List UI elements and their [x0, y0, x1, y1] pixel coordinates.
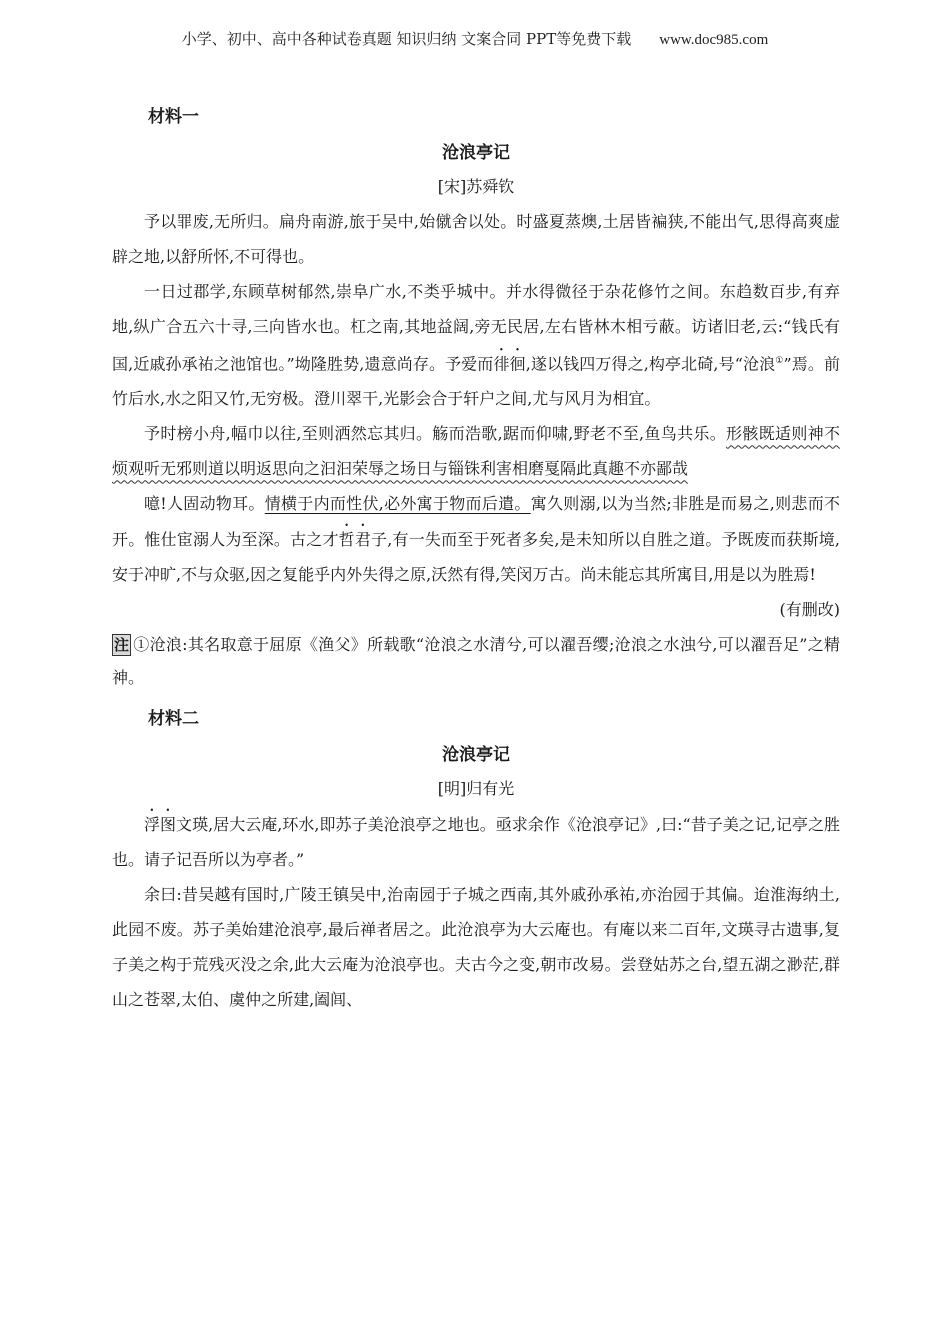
p2-text-a: 一日过郡学,东顾草树郁然,崇阜广水,不类乎城中。并水得微径于杂花修竹之间。东趋数百步,有弃地,纵广合五六十寻,三向皆水也。杠之南,其地益阔,旁无民居,左右皆林木相亏蔽。访诸旧老,云:“钱氏有国,近戚孙承祐之池馆也。”坳隆胜势,遗意尚存。予爱而: [112, 282, 840, 374]
edited-note: (有删改): [779, 600, 840, 620]
footnote-text: ①沧浪:其名取意于屈原《渔父》所载歌“沧浪之水清兮,可以濯吾缨;沧浪之水浊兮,可以濯吾足”之精神。: [112, 635, 840, 688]
page-header: [0, 28, 950, 49]
underlined-sentence: 情横于内而性伏,必外寓于物而后遣。: [264, 494, 531, 514]
material1-paragraph-2: [112, 274, 840, 416]
document-body: [112, 98, 840, 1017]
m2-p1-text-b: 文瑛,居大云庵,环水,即苏子美沧浪亭之地也。亟求余作《沧浪亭记》,曰:“昔子美之记,记亭之胜也。请子记吾所以为亭者。”: [112, 815, 840, 870]
header-url[interactable]: www.doc985.com: [659, 32, 769, 48]
material2-paragraph-1: [112, 806, 840, 877]
emphasized-word-paihuai: 徘徊: [493, 354, 526, 374]
wavy-underlined-passage: 形骸既适则神不烦观听无邪则道以明返思向之汩汩荣辱之场日与锱铢利害相磨戛隔此真趣不亦鄙哉: [112, 424, 840, 479]
p4-text-c: 寓久则溺,以为当然;非胜是而易之,则悲而不开。惟仕宦溺人为至深。古之才: [112, 494, 840, 550]
header-text: 小学、初中、高中各种试卷真题 知识归纳 文案合同 PPT等免费下载: [181, 30, 632, 48]
p4-text-a: 噫!人固动物耳。: [144, 494, 265, 514]
footnote-marker: ①: [775, 356, 784, 366]
note-tag: 注: [114, 636, 130, 655]
material2-label: 材料二: [148, 709, 199, 730]
footnote: [112, 628, 840, 694]
material1-title: 沧浪亭记: [442, 143, 510, 163]
p2-text-c: ,遂以钱四万得之,构亭北碕,号“沧浪: [525, 354, 776, 374]
p4-text-e: 子,有一失而至于死者多矣,是未知所以自胜之道。予既废而获斯境,安于冲旷,不与众驱,因之复能乎内外失得之原,沃然有得,笑闵万古。尚未能忘其所寓目,用是以为胜焉!: [112, 530, 840, 585]
material1-paragraph-4: [112, 486, 840, 592]
material1-paragraph-1: 予以罪废,无所归。扁舟南游,旅于吴中,始僦舍以处。时盛夏蒸燠,土居皆褊狭,不能出气,思得高爽虚辟之地,以舒所怀,不可得也。: [112, 212, 840, 266]
p2-text-e: ”焉。前竹后水,水之阳又竹,无穷极。澄川翠干,光影会合于轩户之间,尤与风月为相宜。: [112, 354, 840, 409]
material2-author: [明]归有光: [437, 779, 515, 799]
p3-text-a: 予时榜小舟,幅巾以往,至则洒然忘其归。觞而浩歌,踞而仰啸,野老不至,鱼鸟共乐。: [144, 424, 727, 444]
material2-paragraph-2: 余曰:昔吴越有国时,广陵王镇吴中,治南园于子城之西南,其外戚孙承祐,亦治园于其偏。迨淮海纳土,此园不废。苏子美始建沧浪亭,最后禅者居之。此沧浪亭为大云庵也。有庵以来二百年,文瑛寻古遗事,复子美之构于荒残灭没之余,此大云庵为沧浪亭也。夫古今之变,朝市改易。尝登姑苏之台,望五湖之渺茫,群山之苍翠,太伯、虞仲之所建,阖闾、: [112, 885, 840, 1010]
material2-title: 沧浪亭记: [442, 745, 510, 766]
material1-paragraph-3: [112, 416, 840, 486]
emphasized-word-zhejun: 哲君: [338, 530, 372, 550]
material1-label: 材料一: [148, 107, 199, 127]
emphasized-word-futu: 浮图: [144, 815, 177, 835]
material1-author: [宋]苏舜钦: [437, 177, 515, 196]
